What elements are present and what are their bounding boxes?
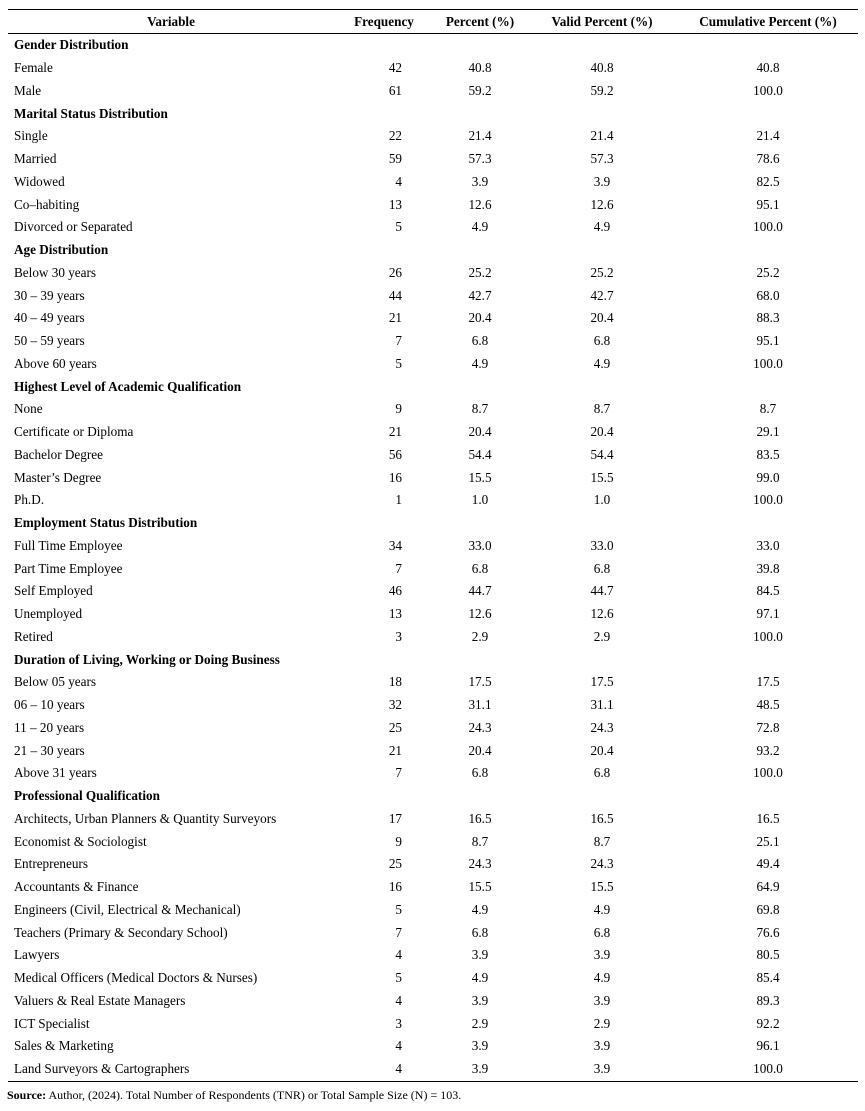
cell-valid-percent: 1.0: [593, 492, 611, 508]
cell-frequency: 34: [388, 537, 402, 553]
cell-frequency: 4: [395, 1038, 402, 1054]
cell-frequency: 25: [388, 719, 402, 735]
cell-variable: Co–habiting: [14, 196, 80, 212]
cell-variable: 06 – 10 years: [14, 697, 85, 713]
section-title: Employment Status Distribution: [14, 515, 198, 531]
cell-valid-percent: 17.5: [590, 674, 614, 690]
table-row: [8, 739, 858, 762]
cell-valid-percent: 6.8: [593, 924, 611, 940]
cell-variable: 40 – 49 years: [14, 310, 85, 326]
cell-variable: Master’s Degree: [14, 469, 102, 485]
section-title: Marital Status Distribution: [14, 105, 168, 121]
cell-frequency: 46: [388, 583, 402, 599]
cell-valid-percent: 3.9: [593, 992, 611, 1008]
cell-percent: 40.8: [468, 60, 492, 76]
cell-cumulative-percent: 33.0: [756, 537, 780, 553]
cell-variable: 50 – 59 years: [14, 333, 85, 349]
table-row: [8, 694, 858, 717]
table-row: [8, 125, 858, 148]
cell-percent: 44.7: [468, 583, 492, 599]
cell-valid-percent: 6.8: [593, 765, 611, 781]
cell-variable: Single: [14, 128, 48, 144]
cell-valid-percent: 12.6: [590, 606, 614, 622]
cell-percent: 20.4: [468, 424, 492, 440]
cell-variable: Married: [14, 151, 57, 167]
table-row: [8, 1012, 858, 1035]
cell-valid-percent: 8.7: [593, 833, 611, 849]
cell-frequency: 4: [334, 1058, 434, 1081]
cell-valid-percent: 16.5: [590, 810, 614, 826]
cell-percent: 6.8: [471, 765, 489, 781]
table-body: [8, 34, 858, 1082]
cell-percent: 24.3: [468, 719, 492, 735]
section-title: Highest Level of Academic Qualification: [14, 378, 242, 394]
cell-percent: 54.4: [468, 446, 492, 462]
cell-variable: Below 30 years: [14, 264, 97, 280]
section-heading-row: [8, 512, 858, 535]
cell-cumulative-percent: 100.0: [678, 1058, 858, 1081]
table-row: [8, 535, 858, 558]
cell-variable: Full Time Employee: [14, 537, 123, 553]
table-row: [8, 671, 858, 694]
cell-variable: Entrepreneurs: [14, 856, 88, 872]
cell-frequency: 1: [395, 492, 402, 508]
cell-percent: 25.2: [468, 264, 492, 280]
table-row: [8, 307, 858, 330]
cell-variable: Teachers (Primary & Secondary School): [14, 924, 228, 940]
header-cumulative-percent: Cumulative Percent (%): [678, 10, 858, 34]
table-row: [8, 853, 858, 876]
cell-variable: 30 – 39 years: [14, 287, 85, 303]
cell-frequency: 13: [388, 606, 402, 622]
cell-cumulative-percent: 64.9: [756, 879, 780, 895]
cell-percent: 3.9: [471, 173, 489, 189]
table-row: [8, 353, 858, 376]
table-row: [8, 876, 858, 899]
table-row: [8, 421, 858, 444]
cell-variable: Below 05 years: [14, 674, 97, 690]
cell-cumulative-percent: 80.5: [756, 947, 780, 963]
table-row: [8, 216, 858, 239]
cell-variable: None: [14, 401, 43, 417]
cell-cumulative-percent: 16.5: [756, 810, 780, 826]
cell-valid-percent: 4.9: [593, 901, 611, 917]
table-row: [8, 444, 858, 467]
cell-variable: Divorced or Separated: [14, 219, 133, 235]
cell-variable: ICT Specialist: [14, 1015, 90, 1031]
cell-frequency: 21: [388, 310, 402, 326]
table-row: [8, 330, 858, 353]
cell-frequency: 7: [395, 333, 402, 349]
header-variable: Variable: [8, 10, 334, 34]
cell-cumulative-percent: 88.3: [756, 310, 780, 326]
cell-cumulative-percent: 83.5: [756, 446, 780, 462]
cell-valid-percent: 6.8: [593, 560, 611, 576]
cell-frequency: 22: [388, 128, 402, 144]
cell-cumulative-percent: 85.4: [756, 970, 780, 986]
table-row: [8, 990, 858, 1013]
cell-cumulative-percent: 95.1: [756, 196, 780, 212]
table-row: [8, 603, 858, 626]
cell-percent: 4.9: [471, 970, 489, 986]
cell-percent: 4.9: [471, 355, 489, 371]
header-frequency: Frequency: [334, 10, 434, 34]
cell-percent: 4.9: [471, 219, 489, 235]
cell-percent: 24.3: [468, 856, 492, 872]
cell-variable: Medical Officers (Medical Doctors & Nurses): [14, 970, 258, 986]
cell-valid-percent: 4.9: [593, 970, 611, 986]
cell-variable: Lawyers: [14, 947, 60, 963]
cell-cumulative-percent: 93.2: [756, 742, 780, 758]
cell-valid-percent: 54.4: [590, 446, 614, 462]
cell-percent: 3.9: [471, 992, 489, 1008]
table-row: [8, 57, 858, 80]
cell-valid-percent: 2.9: [593, 1015, 611, 1031]
cell-cumulative-percent: 39.8: [756, 560, 780, 576]
cell-valid-percent: 6.8: [593, 333, 611, 349]
cell-valid-percent: 15.5: [590, 879, 614, 895]
cell-cumulative-percent: 100.0: [753, 82, 783, 98]
cell-percent: 2.9: [471, 628, 489, 644]
table-row: [8, 762, 858, 785]
cell-frequency: 17: [388, 810, 402, 826]
table-row: [8, 808, 858, 831]
section-title: Professional Qualification: [14, 788, 160, 804]
cell-frequency: 16: [388, 469, 402, 485]
cell-percent: 3.9: [434, 1058, 526, 1081]
cell-frequency: 18: [388, 674, 402, 690]
cell-percent: 12.6: [468, 196, 492, 212]
cell-frequency: 7: [395, 924, 402, 940]
cell-valid-percent: 12.6: [590, 196, 614, 212]
cell-valid-percent: 44.7: [590, 583, 614, 599]
cell-valid-percent: 3.9: [593, 1038, 611, 1054]
cell-variable: Part Time Employee: [14, 560, 123, 576]
cell-frequency: 44: [388, 287, 402, 303]
cell-frequency: 3: [395, 1015, 402, 1031]
table-row: [8, 717, 858, 740]
cell-percent: 57.3: [468, 151, 492, 167]
cell-cumulative-percent: 96.1: [756, 1038, 780, 1054]
cell-variable: Engineers (Civil, Electrical & Mechanical): [14, 901, 241, 917]
cell-cumulative-percent: 25.2: [756, 264, 780, 280]
cell-cumulative-percent: 25.1: [756, 833, 780, 849]
cell-cumulative-percent: 76.6: [756, 924, 780, 940]
header-row: [8, 10, 858, 34]
cell-percent: 21.4: [468, 128, 492, 144]
cell-cumulative-percent: 72.8: [756, 719, 780, 735]
table-row: [8, 1058, 858, 1081]
cell-variable: Female: [14, 60, 53, 76]
source-label: Source:: [7, 1088, 47, 1102]
cell-frequency: 3: [395, 628, 402, 644]
cell-cumulative-percent: 40.8: [756, 60, 780, 76]
cell-frequency: 13: [388, 196, 402, 212]
cell-percent: 1.0: [471, 492, 489, 508]
cell-valid-percent: 4.9: [593, 219, 611, 235]
table-row: [8, 148, 858, 171]
cell-frequency: 61: [388, 82, 402, 98]
cell-percent: 3.9: [471, 947, 489, 963]
header-valid-percent: Valid Percent (%): [526, 10, 678, 34]
cell-variable: Sales & Marketing: [14, 1038, 114, 1054]
table-row: [8, 466, 858, 489]
cell-variable: Land Surveyors & Cartographers: [8, 1058, 334, 1081]
cell-percent: 33.0: [468, 537, 492, 553]
cell-variable: Self Employed: [14, 583, 93, 599]
cell-cumulative-percent: 29.1: [756, 424, 780, 440]
cell-variable: Above 31 years: [14, 765, 97, 781]
section-title: Age Distribution: [14, 242, 109, 258]
section-heading-row: [8, 375, 858, 398]
cell-percent: 20.4: [468, 742, 492, 758]
cell-valid-percent: 15.5: [590, 469, 614, 485]
respondent-demographics-table: [8, 9, 858, 1082]
cell-cumulative-percent: 100.0: [753, 765, 783, 781]
table-row: [8, 262, 858, 285]
cell-cumulative-percent: 99.0: [756, 469, 780, 485]
cell-variable: Above 60 years: [14, 355, 97, 371]
section-heading-row: [8, 34, 858, 57]
cell-valid-percent: 25.2: [590, 264, 614, 280]
cell-percent: 31.1: [468, 697, 492, 713]
cell-cumulative-percent: 17.5: [756, 674, 780, 690]
cell-frequency: 32: [388, 697, 402, 713]
cell-valid-percent: 4.9: [593, 355, 611, 371]
cell-valid-percent: 33.0: [590, 537, 614, 553]
cell-variable: Ph.D.: [14, 492, 45, 508]
cell-valid-percent: 40.8: [590, 60, 614, 76]
cell-variable: Economist & Sociologist: [14, 833, 147, 849]
cell-variable: 21 – 30 years: [14, 742, 85, 758]
cell-percent: 8.7: [471, 833, 489, 849]
cell-cumulative-percent: 8.7: [759, 401, 777, 417]
cell-cumulative-percent: 100.0: [753, 355, 783, 371]
cell-frequency: 4: [395, 173, 402, 189]
header-percent: Percent (%): [434, 10, 526, 34]
cell-frequency: 59: [388, 151, 402, 167]
cell-variable: Retired: [14, 628, 53, 644]
cell-valid-percent: 20.4: [590, 424, 614, 440]
cell-frequency: 7: [395, 765, 402, 781]
table-row: [8, 921, 858, 944]
cell-valid-percent: 59.2: [590, 82, 614, 98]
cell-valid-percent: 3.9: [593, 173, 611, 189]
cell-cumulative-percent: 100.0: [753, 628, 783, 644]
cell-valid-percent: 20.4: [590, 310, 614, 326]
table-row: [8, 193, 858, 216]
cell-frequency: 4: [395, 992, 402, 1008]
cell-valid-percent: 3.9: [593, 947, 611, 963]
cell-frequency: 9: [395, 833, 402, 849]
cell-cumulative-percent: 21.4: [756, 128, 780, 144]
cell-variable: Male: [14, 82, 42, 98]
cell-cumulative-percent: 95.1: [756, 333, 780, 349]
cell-percent: 6.8: [471, 333, 489, 349]
cell-cumulative-percent: 78.6: [756, 151, 780, 167]
cell-valid-percent: 31.1: [590, 697, 614, 713]
cell-frequency: 5: [395, 219, 402, 235]
cell-percent: 17.5: [468, 674, 492, 690]
table-row: [8, 171, 858, 194]
cell-variable: Unemployed: [14, 606, 83, 622]
cell-percent: 4.9: [471, 901, 489, 917]
table-row: [8, 944, 858, 967]
cell-valid-percent: 20.4: [590, 742, 614, 758]
cell-frequency: 5: [395, 355, 402, 371]
table-row: [8, 284, 858, 307]
table-row: [8, 830, 858, 853]
section-heading-row: [8, 239, 858, 262]
cell-frequency: 16: [388, 879, 402, 895]
table-row: [8, 1035, 858, 1058]
section-heading-row: [8, 785, 858, 808]
cell-valid-percent: 21.4: [590, 128, 614, 144]
cell-valid-percent: 24.3: [590, 856, 614, 872]
table-row: [8, 899, 858, 922]
cell-cumulative-percent: 92.2: [756, 1015, 780, 1031]
cell-percent: 59.2: [468, 82, 492, 98]
source-text: Author, (2024). Total Number of Respondents (TNR) or Total Sample Size (N) = 103.: [46, 1088, 462, 1102]
cell-frequency: 7: [395, 560, 402, 576]
cell-valid-percent: 57.3: [590, 151, 614, 167]
cell-percent: 6.8: [471, 560, 489, 576]
cell-variable: Certificate or Diploma: [14, 424, 134, 440]
cell-cumulative-percent: 100.0: [753, 492, 783, 508]
cell-percent: 6.8: [471, 924, 489, 940]
table-row: [8, 580, 858, 603]
table-row: [8, 80, 858, 103]
cell-frequency: 5: [395, 970, 402, 986]
cell-frequency: 42: [388, 60, 402, 76]
cell-cumulative-percent: 84.5: [756, 583, 780, 599]
cell-cumulative-percent: 68.0: [756, 287, 780, 303]
cell-variable: Architects, Urban Planners & Quantity Surveyors: [14, 810, 277, 826]
cell-frequency: 4: [395, 947, 402, 963]
cell-percent: 8.7: [471, 401, 489, 417]
cell-percent: 12.6: [468, 606, 492, 622]
cell-cumulative-percent: 49.4: [756, 856, 780, 872]
cell-valid-percent: 3.9: [526, 1058, 678, 1081]
cell-frequency: 25: [388, 856, 402, 872]
table-row: [8, 489, 858, 512]
table-row: [8, 398, 858, 421]
cell-frequency: 26: [388, 264, 402, 280]
cell-frequency: 56: [388, 446, 402, 462]
cell-frequency: 21: [388, 742, 402, 758]
cell-percent: 2.9: [471, 1015, 489, 1031]
section-heading-row: [8, 648, 858, 671]
cell-percent: 15.5: [468, 879, 492, 895]
cell-cumulative-percent: 48.5: [756, 697, 780, 713]
section-title: Gender Distribution: [14, 37, 129, 53]
cell-percent: 15.5: [468, 469, 492, 485]
table-row: [8, 557, 858, 580]
cell-frequency: 5: [395, 901, 402, 917]
cell-valid-percent: 24.3: [590, 719, 614, 735]
section-heading-row: [8, 102, 858, 125]
cell-cumulative-percent: 89.3: [756, 992, 780, 1008]
cell-valid-percent: 8.7: [593, 401, 611, 417]
cell-variable: 11 – 20 years: [14, 719, 85, 735]
cell-valid-percent: 42.7: [590, 287, 614, 303]
cell-variable: Valuers & Real Estate Managers: [14, 992, 186, 1008]
table-row: [8, 967, 858, 990]
cell-variable: Widowed: [14, 173, 65, 189]
cell-valid-percent: 2.9: [593, 628, 611, 644]
cell-variable: Bachelor Degree: [14, 446, 103, 462]
cell-percent: 3.9: [471, 1038, 489, 1054]
cell-cumulative-percent: 69.8: [756, 901, 780, 917]
cell-variable: Accountants & Finance: [14, 879, 139, 895]
source-note: [7, 1088, 461, 1103]
section-title: Duration of Living, Working or Doing Business: [14, 651, 280, 667]
cell-cumulative-percent: 82.5: [756, 173, 780, 189]
cell-cumulative-percent: 97.1: [756, 606, 780, 622]
cell-percent: 42.7: [468, 287, 492, 303]
cell-frequency: 21: [388, 424, 402, 440]
cell-percent: 20.4: [468, 310, 492, 326]
table-row: [8, 626, 858, 649]
cell-frequency: 9: [395, 401, 402, 417]
cell-percent: 16.5: [468, 810, 492, 826]
cell-cumulative-percent: 100.0: [753, 219, 783, 235]
